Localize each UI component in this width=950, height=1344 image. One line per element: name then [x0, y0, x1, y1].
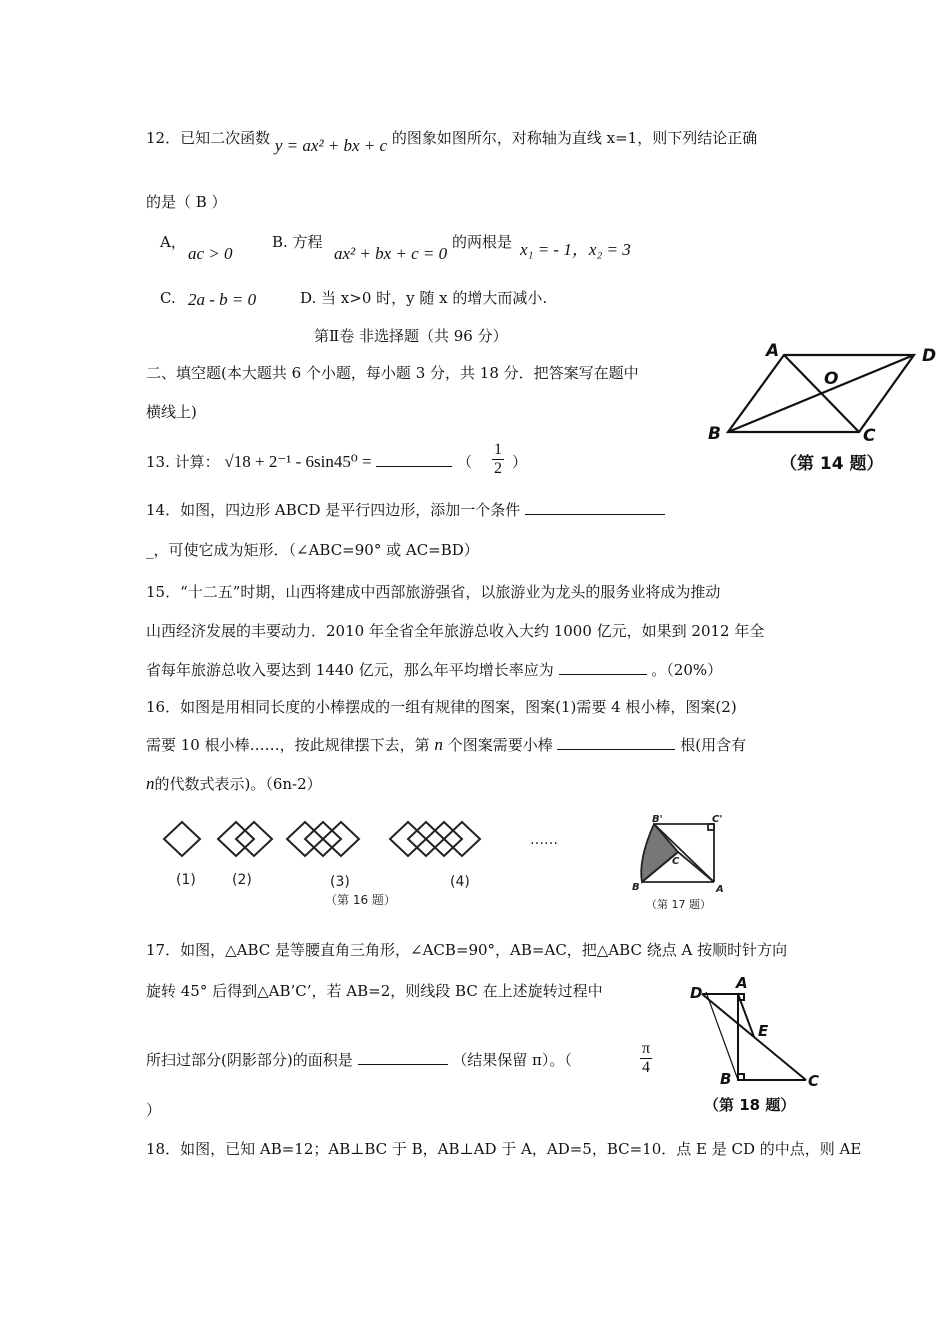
fig17-segment-c-a-original — [678, 852, 714, 882]
fig18-right-angle-b — [738, 1074, 744, 1080]
fig16-caption: （第 16 题） — [325, 893, 396, 907]
q17-text: 所扫过部分(阴影部分)的面积是 — [146, 1051, 353, 1069]
q12-option-c-label: C. — [160, 289, 176, 307]
q12-option-b-mid: 的两根是 — [452, 233, 513, 251]
q16-text-pre: 需要 10 根小棒……，按此规律摆下去，第 — [146, 736, 430, 754]
q16-text-post: 根(用含有 — [680, 736, 747, 754]
fig17-label-a: A — [716, 884, 724, 895]
q14-line2: _，可使它成为矩形．（∠ABC=90° 或 AC=BD） — [146, 541, 479, 559]
q16-text-mid: 个图案需要小棒 — [447, 736, 553, 754]
q12-line1 — [146, 128, 758, 155]
q13-answer-open: （ — [457, 453, 473, 471]
q13-label: 13. 计算： — [146, 453, 220, 471]
fig14-label-d: D — [922, 346, 937, 366]
fig18-segment-b-d — [706, 992, 738, 1080]
fig16-pattern-3 — [287, 822, 359, 856]
q16-text-answer: 的代数式表示)。（6n-2） — [154, 775, 322, 793]
fig17-label-b-prime: B' — [652, 814, 663, 825]
q13-answer-blank — [376, 452, 452, 467]
figure-17 — [626, 812, 736, 914]
fig17-label-c-prime: C' — [712, 814, 723, 825]
part2-instruction-line2: 横线上) — [146, 403, 197, 421]
q12-text-pre: 12．已知二次函数 — [146, 129, 271, 147]
q12-option-a-math: ac > 0 — [188, 244, 233, 263]
fig14-caption: （第 14 题） — [780, 454, 884, 474]
q17-answer-numerator: π — [642, 1040, 651, 1057]
fig18-caption: （第 18 题） — [704, 1096, 796, 1114]
q15-text: 省每年旅游总收入要达到 1440 亿元，那么年平均增长率应为 — [146, 661, 554, 679]
q13 — [146, 452, 472, 472]
fig17-label-c: C — [672, 856, 680, 867]
fig16-pattern-2 — [218, 822, 272, 856]
q17-text-post: （结果保留 π）。（ — [452, 1051, 572, 1069]
q17-answer-fraction — [640, 1040, 652, 1077]
fig14-label-c: C — [863, 426, 876, 446]
q18-line1: 18．如图，已知 AB=12；AB⊥BC 于 B，AB⊥AD 于 A，AD=5，BC=10．点 E 是 CD 的中点，则 AE — [146, 1140, 862, 1158]
fig14-label-o: O — [824, 369, 839, 389]
q15-line3 — [146, 660, 722, 680]
q16-var-n-2: n — [146, 774, 155, 793]
q17-answer-blank — [358, 1050, 448, 1065]
q12-option-a-label: A， — [160, 233, 186, 251]
q16-line3 — [146, 774, 322, 794]
q17-answer-denominator: 4 — [642, 1059, 651, 1076]
figure-16 — [150, 812, 610, 912]
q15-answer: 。（20%） — [651, 661, 723, 679]
q14-text: 14．如图，四边形 ABCD 是平行四边形，添加一个条件 — [146, 501, 521, 519]
q12-option-d: D. 当 x>0 时，y 随 x 的增大而减小. — [300, 289, 548, 307]
q16-line2 — [146, 735, 746, 755]
q12-option-c-math: 2a - b = 0 — [188, 290, 257, 309]
fig18-label-b: B — [720, 1070, 732, 1088]
fig16-label-1: (1) — [176, 872, 196, 888]
fig18-label-a: A — [736, 974, 748, 992]
q16-var-n: n — [434, 735, 443, 754]
q15-line2: 山西经济发展的丰要动力．2010 年全省全年旅游总收入大约 1000 亿元，如果到 2012 年全 — [146, 622, 765, 640]
q13-answer-close: ） — [512, 453, 528, 471]
q12-option-a — [160, 232, 186, 252]
q13-answer-fraction — [492, 441, 504, 478]
fig17-label-b: B — [632, 882, 640, 893]
q16-answer-blank — [557, 735, 675, 750]
q15-answer-blank — [559, 660, 647, 675]
q17-line3 — [146, 1050, 572, 1070]
q13-answer-denominator: 2 — [494, 460, 502, 477]
q17-line4: ） — [146, 1101, 162, 1119]
part2-instruction-line1: 二、填空题(本大题共 6 个小题，每小题 3 分，共 18 分．把答案写在题中 — [146, 364, 639, 382]
fig16-ellipsis: …… — [530, 832, 558, 848]
q17-line2: 旋转 45° 后得到△AB’C’，若 AB=2，则线段 BC 在上述旋转过程中 — [146, 982, 603, 1000]
figure-14 — [700, 335, 945, 480]
q12-option-b-roots: x₁ = - 1，x₂ = 3 — [520, 240, 631, 259]
fig16-pattern-4 — [390, 822, 480, 856]
q17-line1: 17．如图，△ABC 是等腰直角三角形，∠ACB=90°，AB=AC，把△ABC 绕点 A 按顺时针方向 — [146, 941, 788, 959]
fig16-label-3: (3) — [330, 874, 350, 890]
q12-text-post: 的图象如图所尔，对称轴为直线 x=1，则下列结论正确 — [391, 129, 758, 147]
fig18-label-e: E — [758, 1022, 769, 1040]
fig14-label-b: B — [708, 424, 721, 444]
q12-option-b-label: B. 方程 — [272, 233, 323, 251]
q13-answer-numerator: 1 — [494, 441, 502, 458]
fig17-caption: （第 17 题） — [646, 898, 711, 911]
fig16-pattern-1 — [164, 822, 200, 856]
fig18-label-c: C — [808, 1072, 820, 1090]
q14-answer-blank — [525, 500, 665, 515]
fig16-label-2: (2) — [232, 872, 252, 888]
fig18-right-angle-a — [738, 994, 744, 1000]
fig16-label-4: (4) — [450, 874, 470, 890]
q12-line2: 的是（ B ） — [146, 193, 227, 211]
q16-line1: 16．如图是用相同长度的小棒摆成的一组有规律的图案，图案(1)需要 4 根小棒，图案(2) — [146, 698, 737, 716]
q12-formula: y = ax² + bx + c — [274, 136, 388, 155]
q14-line1 — [146, 500, 665, 520]
fig14-label-a: A — [766, 341, 780, 361]
q15-line1: 15．“十二五”时期，山西将建成中西部旅游强省，以旅游业为龙头的服务业将成为推动 — [146, 583, 721, 601]
q12-option-b-math: ax² + bx + c = 0 — [334, 244, 448, 263]
fig18-label-d: D — [690, 984, 703, 1002]
figure-18 — [688, 970, 838, 1120]
fig17-shaded-region — [641, 824, 678, 882]
q13-expression: √18 + 2⁻¹ - 6sin45⁰ = — [224, 452, 372, 471]
section2-title: 第Ⅱ卷 非选择题（共 96 分） — [314, 327, 508, 345]
